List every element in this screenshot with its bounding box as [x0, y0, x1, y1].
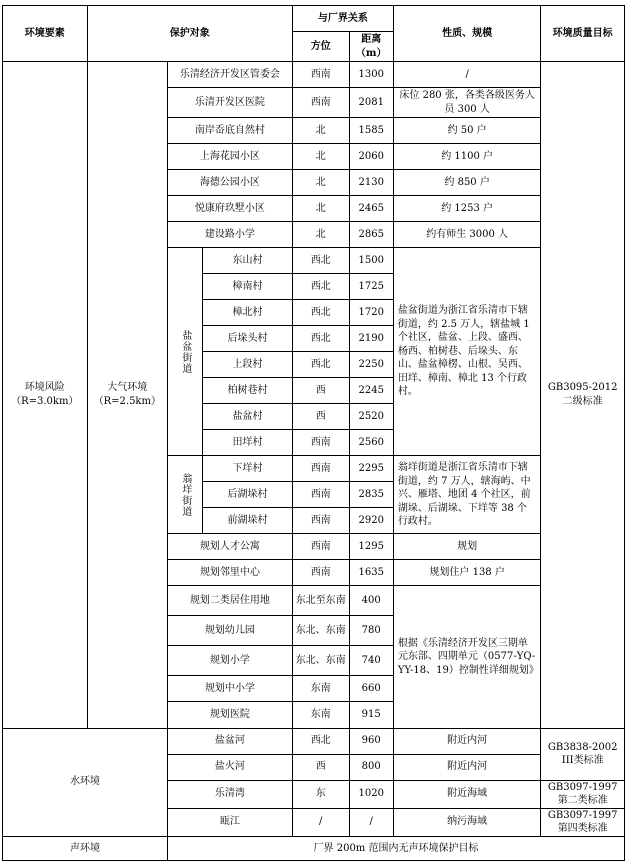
- water-nature: 附近内河: [393, 754, 541, 780]
- water-direction: 西: [292, 754, 349, 780]
- target-name: 南岸岙底自然村: [168, 118, 293, 144]
- header-element: 环境要素: [3, 6, 88, 62]
- yanpen-description: 盐盆街道为浙江省乐清市下辖街道，约 2.5 万人，辖盐城 1 个社区，盐盆、上段、盛西、杨西、柏树巷、后垛头、东山、盐盆樟楞、山根、吴西、田垟、樟南、樟北 13 个行政村。: [393, 248, 541, 456]
- target-direction: 西: [292, 404, 349, 430]
- group-air: 大气环境（R=2.5km）: [87, 62, 167, 728]
- target-name: 规划幼儿园: [168, 616, 293, 646]
- header-target: 保护对象: [87, 6, 292, 62]
- water-distance: 1020: [349, 780, 393, 808]
- header-relation: 与厂界关系: [292, 6, 393, 32]
- group-risk: 环境风险（R=3.0km）: [3, 62, 88, 728]
- target-name: 规划中小学: [168, 676, 293, 702]
- water-quality-river: GB3838-2002 III类标准: [541, 728, 625, 780]
- target-name: 悦康府玖墅小区: [168, 196, 293, 222]
- target-distance: 2130: [349, 170, 393, 196]
- target-nature: 约有师生 3000 人: [393, 222, 541, 248]
- target-direction: 西南: [292, 534, 349, 560]
- water-quality-sea: GB3097-1997 第四类标准: [541, 808, 625, 836]
- village-name: 盐盆村: [203, 404, 293, 430]
- target-direction: 北: [292, 118, 349, 144]
- target-direction: 西南: [292, 482, 349, 508]
- target-name: 乐清开发区医院: [168, 88, 293, 118]
- target-direction: 北: [292, 170, 349, 196]
- target-distance: 2245: [349, 378, 393, 404]
- water-distance: 800: [349, 754, 393, 780]
- target-nature: 约 850 户: [393, 170, 541, 196]
- target-distance: 2295: [349, 456, 393, 482]
- target-nature: 约 1253 户: [393, 196, 541, 222]
- target-distance: 2060: [349, 144, 393, 170]
- target-direction: 西北: [292, 274, 349, 300]
- group-water: 水环境: [3, 728, 168, 836]
- water-distance: /: [349, 808, 393, 836]
- target-direction: 西北: [292, 352, 349, 378]
- target-name: 建设路小学: [168, 222, 293, 248]
- water-name: 盐盆河: [168, 728, 293, 754]
- target-direction: 东南: [292, 676, 349, 702]
- target-name: 乐清经济开发区管委会: [168, 62, 293, 88]
- target-nature: /: [393, 62, 541, 88]
- target-name: 上海花园小区: [168, 144, 293, 170]
- target-distance: 2560: [349, 430, 393, 456]
- group-noise: 声环境: [3, 836, 168, 860]
- target-name: 规划二类居住用地: [168, 586, 293, 616]
- target-direction: 西北: [292, 248, 349, 274]
- group-wengyang: 翁垟街道: [168, 456, 203, 534]
- target-name: 规划小学: [168, 646, 293, 676]
- target-distance: 2465: [349, 196, 393, 222]
- target-nature: 床位 280 张，各类各级医务人员 300 人: [393, 88, 541, 118]
- target-distance: 2190: [349, 326, 393, 352]
- target-name: 规划医院: [168, 702, 293, 728]
- target-direction: 北: [292, 222, 349, 248]
- target-distance: 2865: [349, 222, 393, 248]
- target-distance: 1725: [349, 274, 393, 300]
- target-direction: 西南: [292, 88, 349, 118]
- plan-description: 根据《乐清经济开发区三期单元东部、四期单元（0577-YQ-YY-18、19）控制性详细规划》: [393, 586, 541, 728]
- target-direction: 东北至东南: [292, 586, 349, 616]
- target-distance: 2250: [349, 352, 393, 378]
- target-direction: 西北: [292, 326, 349, 352]
- water-direction: /: [292, 808, 349, 836]
- target-direction: 西南: [292, 62, 349, 88]
- header-direction: 方位: [292, 32, 349, 62]
- target-direction: 西南: [292, 560, 349, 586]
- wengyang-description: 翁垟街道是浙江省乐清市下辖街道，约 7 万人，辖海屿、中兴、雁塔、地团 4 个社区，前湖垛、后湖垛、下垟等 38 个行政村。: [393, 456, 541, 534]
- village-name: 前湖垛村: [203, 508, 293, 534]
- village-name: 东山村: [203, 248, 293, 274]
- noise-description: 厂界 200m 范围内无声环境保护目标: [168, 836, 625, 860]
- target-name: 规划人才公寓: [168, 534, 293, 560]
- water-nature: 附近海域: [393, 780, 541, 808]
- header-distance: 距离（m）: [349, 32, 393, 62]
- water-name: 乐清湾: [168, 780, 293, 808]
- target-distance: 2081: [349, 88, 393, 118]
- village-name: 下垟村: [203, 456, 293, 482]
- target-nature: 规划: [393, 534, 541, 560]
- village-name: 柏树巷村: [203, 378, 293, 404]
- village-name: 后湖垛村: [203, 482, 293, 508]
- target-distance: 2835: [349, 482, 393, 508]
- target-distance: 1500: [349, 248, 393, 274]
- target-distance: 915: [349, 702, 393, 728]
- target-nature: 规划住户 138 户: [393, 560, 541, 586]
- target-direction: 西南: [292, 456, 349, 482]
- target-distance: 2920: [349, 508, 393, 534]
- target-distance: 660: [349, 676, 393, 702]
- target-distance: 1585: [349, 118, 393, 144]
- air-quality: GB3095-2012 二级标准: [541, 62, 625, 728]
- target-distance: 780: [349, 616, 393, 646]
- water-name: 瓯江: [168, 808, 293, 836]
- target-distance: 1295: [349, 534, 393, 560]
- water-nature: 附近内河: [393, 728, 541, 754]
- target-distance: 1720: [349, 300, 393, 326]
- target-distance: 2520: [349, 404, 393, 430]
- environment-protection-table: [2, 5, 625, 861]
- target-direction: 北: [292, 144, 349, 170]
- group-yanpen: 盐盆街道: [168, 248, 203, 456]
- village-name: 上段村: [203, 352, 293, 378]
- water-distance: 960: [349, 728, 393, 754]
- water-quality-bay: GB3097-1997 第二类标准: [541, 780, 625, 808]
- target-distance: 740: [349, 646, 393, 676]
- target-direction: 东北、东南: [292, 646, 349, 676]
- target-direction: 东北、东南: [292, 616, 349, 646]
- target-name: 海德公园小区: [168, 170, 293, 196]
- header-quality: 环境质量目标: [541, 6, 625, 62]
- target-direction: 东南: [292, 702, 349, 728]
- target-direction: 西南: [292, 508, 349, 534]
- village-name: 田垟村: [203, 430, 293, 456]
- target-distance: 1300: [349, 62, 393, 88]
- village-name: 后垛头村: [203, 326, 293, 352]
- header-nature: 性质、规模: [393, 6, 541, 62]
- water-direction: 西北: [292, 728, 349, 754]
- water-nature: 纳污海域: [393, 808, 541, 836]
- village-name: 樟北村: [203, 300, 293, 326]
- target-direction: 西北: [292, 300, 349, 326]
- village-name: 樟南村: [203, 274, 293, 300]
- target-direction: 西南: [292, 430, 349, 456]
- water-name: 盐火河: [168, 754, 293, 780]
- target-distance: 400: [349, 586, 393, 616]
- target-nature: 约 1100 户: [393, 144, 541, 170]
- target-name: 规划邻里中心: [168, 560, 293, 586]
- target-direction: 北: [292, 196, 349, 222]
- water-direction: 东: [292, 780, 349, 808]
- target-direction: 西: [292, 378, 349, 404]
- target-nature: 约 50 户: [393, 118, 541, 144]
- target-distance: 1635: [349, 560, 393, 586]
